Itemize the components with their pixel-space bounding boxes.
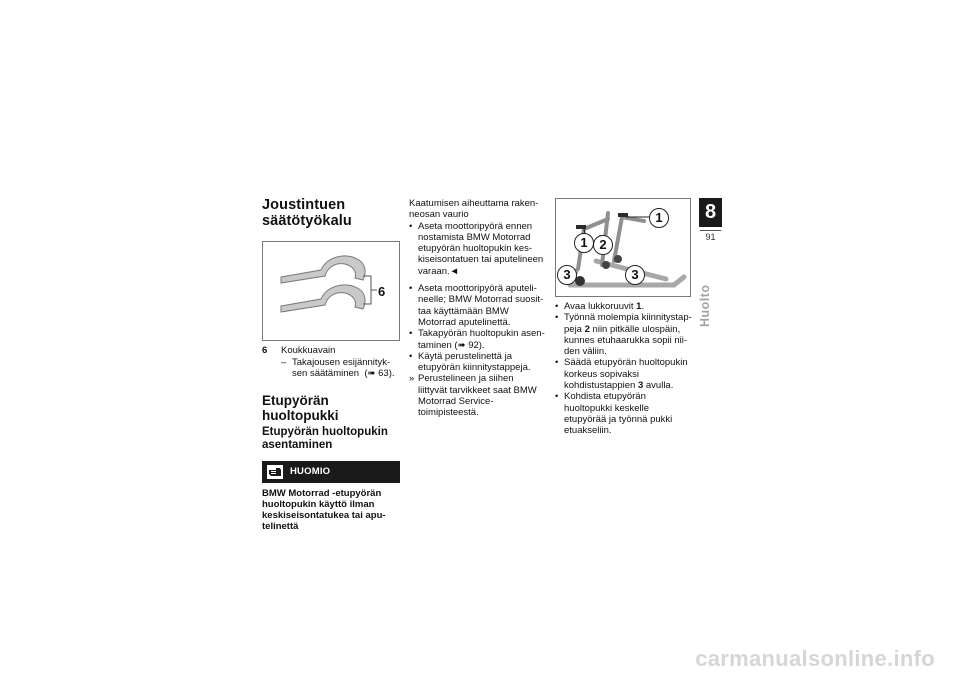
list-item	[555, 391, 693, 436]
side-chapter-title-text: Huolto	[698, 284, 712, 327]
list-item	[409, 283, 545, 328]
bullet-dot: •	[409, 350, 413, 362]
step-text: Avaa lukkoruuvit	[564, 301, 637, 312]
step-text: .	[641, 301, 645, 312]
list-item	[555, 301, 693, 312]
list-item-text: Käytä perustelinettä ja etupyörän kiinnitystappeja.	[418, 350, 531, 374]
step-text: avulla.	[643, 380, 674, 392]
chapter-heading: Etupyörän huoltopukki	[262, 392, 339, 423]
result-item	[409, 373, 545, 418]
list-item	[409, 328, 545, 351]
figure-callout-6: 6	[378, 284, 386, 299]
dash-marker: –	[281, 356, 287, 368]
legend-row	[262, 345, 400, 357]
watermark: carmanualsonline.info	[695, 646, 935, 671]
ref-number: 3	[637, 380, 644, 392]
front-stand-figure	[555, 198, 691, 297]
photo-callout-2: 2	[593, 235, 613, 255]
legend-subitem-text	[292, 357, 400, 380]
section-heading-tool: Joustintuen säätötyökalu	[262, 197, 352, 229]
step-text: Työnnä molempia kiinnitystappeja	[564, 312, 692, 335]
bullet-dot: •	[409, 220, 413, 232]
column-right	[555, 198, 693, 437]
list-item-text: Aseta moottoripyörä aputelineelle; BMW Motorrad suosittaa käyttämään BMW Motorrad aputelinettä.	[418, 283, 544, 328]
column-left	[262, 197, 400, 532]
legend-sub-line1: Takajousen esijännityk-	[292, 356, 391, 368]
list-item-text: Takapyörän huoltopukin asentaminen (➠ 92).	[418, 328, 545, 351]
step-text: niin pitkälle ulospäin, kunnes etuhaarukka sopii niiden väliin.	[564, 323, 688, 358]
bullet-dot: •	[409, 283, 413, 295]
side-chapter-title	[698, 267, 714, 327]
list-item	[409, 221, 545, 277]
photo-callout-3: 3	[625, 265, 645, 285]
photo-callout-1: 1	[649, 208, 669, 228]
bullet-dot: •	[409, 328, 413, 340]
ref-number: 2	[584, 323, 590, 335]
column-middle	[409, 198, 545, 419]
bullet-dot: •	[555, 301, 559, 312]
step-text: Säädä etupyörän huoltopukin korkeus sopivaksi kohdistustappien	[564, 357, 688, 392]
result-text: Perustelineen ja siihen liittyvät tarvikkeet saat BMW Motorrad Service-toimipisteestä.	[418, 373, 537, 419]
bullet-dot: •	[555, 391, 559, 403]
bullet-dot: •	[555, 357, 559, 369]
step-text: Kohdista etupyörän huoltopukki keskelle etupyörää ja työnnä pukki etuakseliin.	[564, 391, 673, 437]
hook-wrench-figure	[262, 241, 400, 341]
list-item-text: Aseta moottoripyörä ennen nostamista BMW Motorrad etupyörän huoltopukin keskiseisontatuen tai aputelineen varaan.◄	[418, 220, 544, 277]
step-list	[555, 301, 693, 437]
subsection-heading: Etupyörän huoltopukin asentaminen	[262, 425, 388, 451]
notice-label: HUOMIO	[290, 466, 331, 477]
photo-callout-1: 1	[574, 233, 594, 253]
legend-subitem	[262, 357, 400, 380]
list-item	[409, 351, 545, 374]
page-number: 91	[705, 232, 716, 242]
figure-legend	[262, 345, 400, 380]
hand-pointer-icon	[267, 465, 283, 479]
page-ref-63: (➠ 63).	[364, 368, 395, 379]
tab-divider	[700, 230, 721, 231]
photo-callout-3: 3	[557, 265, 577, 285]
result-marker: »	[409, 373, 415, 385]
ref-number: 1	[636, 301, 642, 312]
instruction-list	[409, 221, 545, 419]
list-item	[555, 357, 693, 391]
legend-number: 6	[262, 345, 268, 356]
notice-banner	[262, 461, 400, 483]
legend-sub-line2: sen säätäminen	[292, 368, 360, 379]
legend-label: Koukkuavain	[281, 345, 336, 356]
hazard-intro: Kaatumisen aiheuttama rakenneosan vaurio	[409, 198, 539, 221]
chapter-tab: 8	[699, 198, 722, 227]
bullet-dot: •	[555, 312, 559, 324]
list-item	[555, 312, 693, 357]
notice-title: BMW Motorrad -etupyörän huoltopukin käyttö ilman keskiseisontatukea tai aputelinettä	[262, 487, 386, 532]
